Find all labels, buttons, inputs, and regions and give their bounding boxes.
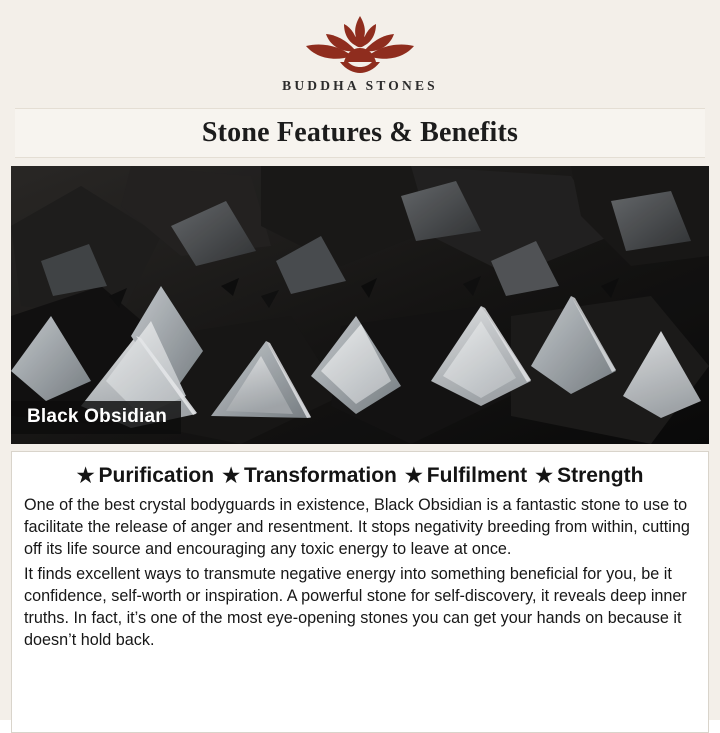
keyword-item — [77, 464, 214, 488]
keyword-item — [214, 464, 397, 488]
star-icon: ★ — [222, 465, 240, 487]
paragraph: It finds excellent ways to transmute negative energy into something beneficial for you, be it confidence, self-worth or inspiration. A powerful stone for self-discovery, it reveals deep inner truths. In fact, it’s one of the most eye-opening stones you can get your hands on because it doesn’t hold back. — [24, 565, 687, 650]
hero-caption: Black Obsidian — [11, 401, 181, 434]
brand-name: BUDDHA STONES — [282, 78, 438, 93]
keyword-label: Fulfilment — [426, 464, 528, 487]
keyword-item — [397, 464, 527, 488]
keyword-label: Purification — [98, 464, 215, 487]
page-title: Stone Features & Benefits — [201, 117, 519, 148]
keyword-label: Transformation — [244, 464, 397, 487]
star-icon: ★ — [404, 465, 423, 487]
brand-header — [0, 0, 720, 108]
star-icon: ★ — [76, 465, 95, 487]
paragraph: One of the best crystal bodyguards in existence, Black Obsidian is a fantastic stone to use to facilitate the release of anger and resentment. It stops negativity breeding from within, cutting off its life source and encouraging any toxic energy to leave at once. — [24, 496, 690, 559]
title-band — [15, 108, 705, 158]
star-icon: ★ — [535, 465, 554, 487]
keyword-item — [527, 464, 643, 488]
lotus-meditation-icon — [296, 14, 424, 76]
description-panel — [11, 451, 709, 733]
description-text — [24, 494, 696, 651]
keyword-label: Strength — [557, 464, 644, 487]
keyword-list — [24, 464, 696, 488]
hero-image — [11, 166, 709, 444]
